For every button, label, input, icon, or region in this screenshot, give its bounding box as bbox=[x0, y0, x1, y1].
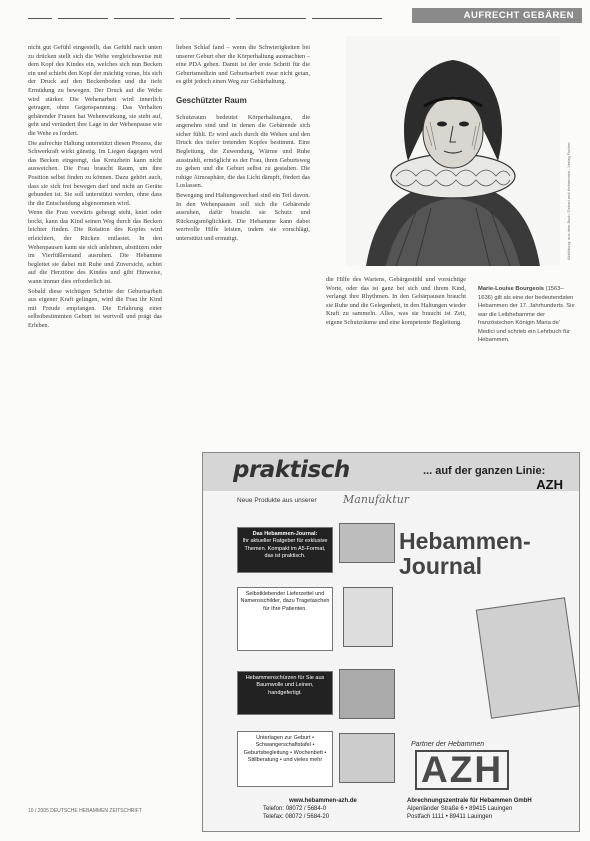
ad-fax: 08072 / 5684-20 bbox=[285, 814, 330, 820]
paragraph: Schutzraum bedeutet Körperhaltungen, die angenehm sind und in denen die Gebärende sich sicher fühlt. Er wird auch durch die Wehen und den Druck des tiefer tretenden Kopfes bestimmt. Eine Begleitung, die Zuwendung, Wärme und Ruhe ausstrahlt, ermöglicht es der Frau, ihren Geburtsweg zu gehen und die Geburt selbst zu gestalten. Die ruhige Atmosphäre, die das Licht dämpft, fördert das Loslassen. bbox=[176, 113, 310, 190]
ad-url[interactable]: www.hebammen-azh.de bbox=[289, 798, 357, 804]
ad-box-documents bbox=[237, 731, 333, 787]
ad-box-text: Unterlagen zur Geburt • Schwangerschaftstafel • Geburtsbegleitung • Wochenbett • Stillberatung • und vieles mehr bbox=[243, 735, 327, 764]
subheading: Geschützter Raum bbox=[176, 95, 247, 105]
paragraph: die Hilfe des Wartens, Gebärgestühl und vorsichtige Worte, oder das ist ganz bei sich und ihrem Kind, verlangt ihre Rhythmen. In den Gebärpausen braucht sie Ruhe und die Gelegenheit, in den Haltungen wieder Kraft zu sammeln. Alles, was sie braucht ist Zeit, eigene Schutzräume und eine kompetente Begleitung. bbox=[326, 276, 466, 326]
ad-hebammen-journal: Hebammen- Journal bbox=[399, 528, 531, 579]
section-header bbox=[412, 8, 582, 23]
ad-manufaktur: Manufaktur bbox=[343, 493, 410, 506]
ad-phone: 08072 / 5684-0 bbox=[285, 806, 327, 812]
ad-brand-logo: AZH bbox=[415, 749, 509, 791]
product-documents-image bbox=[339, 733, 395, 783]
ad-box-title: Das Hebammen-Journal: bbox=[252, 531, 318, 537]
photo-credit: Abbildung: aus dem Buch 'Geburt und Hebammen', Verlag Fischer bbox=[566, 142, 571, 260]
ad-box-aprons bbox=[237, 671, 333, 715]
portrait-engraving bbox=[346, 36, 560, 266]
ad-box-text: Hebammenschürzen für Sie aus Baumwolle und Leinen, handgefertigt. bbox=[245, 675, 325, 696]
ad-brand-small: AZH bbox=[536, 477, 563, 492]
ad-address-2: Postfach 1111 • 89411 Lauingen bbox=[407, 814, 493, 820]
ad-tagline: ... auf der ganzen Linie: bbox=[423, 465, 546, 477]
ad-box-text: Ihr aktueller Ratgeber für exklusive Themen. Kompakt im A5-Format, das ist praktisch. bbox=[242, 538, 328, 560]
azh-advertisement[interactable] bbox=[202, 452, 580, 832]
paragraph: lieben Schlaf fand – wenn die Schwierigkeiten bei unserer Geburt eher die Körperhaltung ausmachten – eine PDA geben. Damit ist der erste Schritt für die Geburtsmedizin und Geburtsarbeit zwar nicht getan, es gibt jedoch einen Weg zur Gebärhaltung. bbox=[176, 44, 310, 86]
ad-contact-phone: www.hebammen-azh.de Telefon: 08072 / 5684-0 Telefax: 08072 / 5684-20 bbox=[263, 797, 383, 821]
article-column-2 bbox=[176, 44, 310, 376]
caption-text: (1563–1636) gilt als eine der bedeutendsten Hebammen der 17. Jahrhunderts. Sie war die Leibhebamme der französischen Königin Maria de' Medici und schrieb ein Lehrbuch für Hebammen. bbox=[478, 286, 575, 343]
caption-name: Marie-Louise Bourgeois bbox=[478, 286, 545, 292]
product-apron-image bbox=[339, 669, 395, 719]
ad-box-text: Selbstklebender Lieferzettel und Namensschilder, dazu Tragetaschen für Ihre Patienten. bbox=[240, 591, 330, 612]
page-footer bbox=[28, 808, 142, 814]
product-journal-image bbox=[339, 523, 395, 563]
section-title: AUFRECHT GEBÄREN bbox=[463, 10, 574, 21]
paragraph: Sobald diese wichtigen Schritte der Geburtsarbeit aus eigener Kraft gelingen, wird die Frau ihr Kind mit Freude empfangen. Die Erfahrung einer selbstbestimmten Geburt ist wertvoll und prägt das Erleben. bbox=[28, 287, 162, 329]
header-rules bbox=[28, 18, 408, 19]
product-labels-image bbox=[343, 587, 393, 647]
ad-partner-line: Partner der Hebammen bbox=[411, 741, 485, 748]
paragraph: Die aufrechte Haltung unterstützt diesen Prozess, die Schwerkraft wirkt günstig. Im Liegen dagegen wird das Becken eingeengt, das Kreuzbein kann nicht ausweichen. Die Frau braucht Raum, um ihre Position selbst finden zu können. Dazu gehört auch, dass sie sich frei bewegen darf und nicht an Geräte gebunden ist. Sie soll unterstützt werden, ohne dass ihr die Entscheidung abgenommen wird. bbox=[28, 139, 162, 207]
ad-box-journal bbox=[237, 527, 333, 573]
paragraph: Bewegung und Haltungswechsel sind ein Teil davon. In den Wehenpausen soll sich die Gebärende ausruhen, dafür braucht sie Schutz und Rückzugsmöglichkeit. Die Hebamme kann dabei wertvolle Hilfe leisten, indem sie vorschlägt, unterstützt und ermutigt. bbox=[176, 191, 310, 242]
ad-contact-address bbox=[407, 797, 577, 821]
ad-headline: praktisch bbox=[233, 457, 350, 483]
ad-company: Abrechnungszentrale für Hebammen GmbH bbox=[407, 798, 532, 804]
paragraph: nicht gut Gefühl eingestellt, das Gefühl nach unten zu drücken stellt sich die Wehe vergleichsweise mit dem Kopf des Kindes ein, welches sich nun Becken ein und schiebt den Kopf der mächtig voran, bis sich der Druck auf den Beckenboden und die tiefe Ermüdung zu bewegen. Der Druck auf die Wehe wird stärker. Die Wehenarbeit wird innerlich getragen, ohne Gegenspannung. Das Verhalten gebärender Frauen hat Wehenwirkung, sie steht auf, geht und verändert ihre Lage in der Wehenpause wie die Wehe es fordert. bbox=[28, 44, 162, 137]
journal-cover-image bbox=[476, 597, 580, 718]
paragraph: Wenn die Frau vorwärts gebeugt steht, kniet oder hockt, kann das Kind seinen Weg durch das Becken leichter finden. Die Rotation des Kopfes wird erleichtert, der Rücken entlastet. In den Wehenpausen kann sie sich anlehnen, abstützen oder im Vierfüßlerstand ausruhen. Die Hebamme begleitet sie dabei mit Ruhe und Zuversicht, achtet auf die Herztöne des Kindes und gibt Hinweise, wann immer dies erforderlich ist. bbox=[28, 209, 162, 286]
portrait-caption bbox=[478, 285, 578, 345]
article-column-3 bbox=[326, 276, 466, 376]
ad-box-labels bbox=[237, 587, 333, 651]
ad-address-1: Alpenländer Straße 6 • 89415 Lauingen bbox=[407, 806, 513, 812]
ad-neue-produkte: Neue Produkte aus unserer bbox=[237, 497, 317, 504]
article-column-1 bbox=[28, 44, 162, 804]
footer-text: 10 / 2005 DEUTSCHE HEBAMMEN ZEITSCHRIFT bbox=[28, 808, 142, 814]
